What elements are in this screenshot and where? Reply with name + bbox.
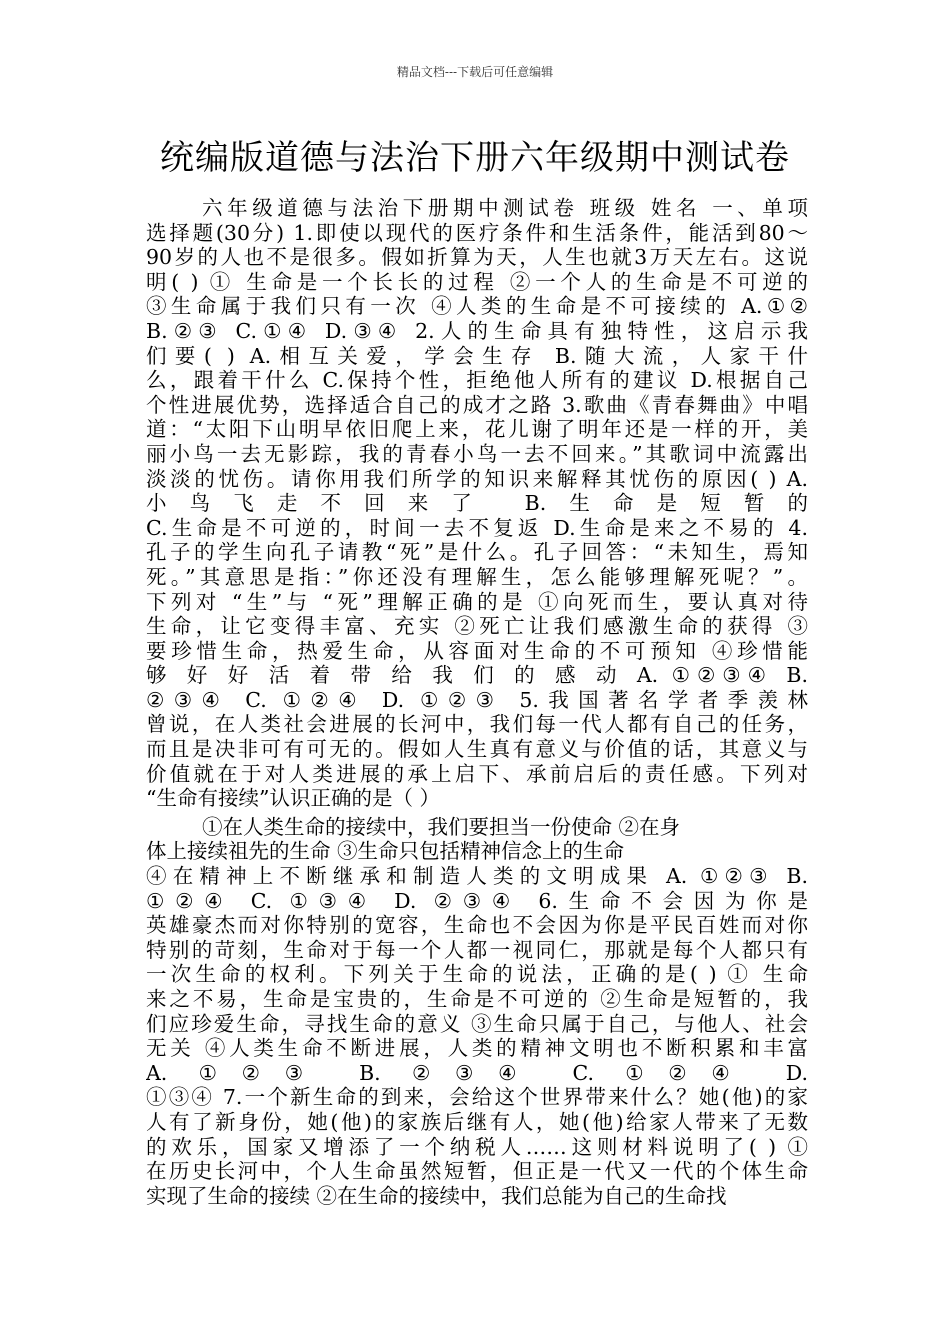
text-line: 曾说，在人类社会进展的长河中，我们每一代人都有自己的任务，: [146, 712, 808, 737]
text-line: “生命有接续”认识正确的是（ ）: [146, 786, 440, 811]
text-line: 死。”其意思是指：”你还没有理解生，怎么能够理解死呢？”。: [146, 564, 808, 589]
text-line: 而且是决非可有可无的。假如人生真有意义与价值的话，其意义与: [146, 737, 808, 762]
text-line: 小鸟飞走不回来了 B.生命是短暂的: [146, 491, 808, 516]
text-line: 英雄豪杰而对你特别的宽容，生命也不会因为你是平民百姓而对你: [146, 913, 808, 938]
text-line: 90岁的人也不是很多。假如折算为天，人生也就3万天左右。这说: [146, 245, 808, 270]
text-line: 个性进展优势，选择适合自己的成才之路 3.歌曲《青春舞曲》中唱: [146, 392, 808, 417]
text-line: 要珍惜生命，热爱生命，从容面对生命的不可预知 ④珍惜能: [146, 638, 808, 663]
text-line: 选择题(30分) 1.即使以现代的医疗条件和生活条件，能活到80～: [146, 220, 808, 245]
text-line: 人有了新身份，她(他)的家族后继有人，她(他)给家人带来了无数: [146, 1109, 808, 1134]
text-line: 体上接续祖先的生命 ③生命只包括精神信念上的生命: [146, 839, 625, 864]
text-line: ①在人类生命的接续中，我们要担当一份使命 ②在身: [202, 814, 681, 839]
text-line: B.②③ C.①④ D.③④ 2.人的生命具有独特性，这启示我: [146, 318, 808, 343]
text-line: 特别的苛刻，生命对于每一个人都一视同仁，那就是每个人都只有: [146, 937, 808, 962]
text-line: 淡淡的忧伤。请你用我们所学的知识来解释其忧伤的原因( ) A.: [146, 466, 808, 491]
text-line: 们应珍爱生命，寻找生命的意义 ③生命只属于自己，与他人、社会: [146, 1011, 808, 1036]
text-line: 无关 ④人类生命不断进展，人类的精神文明也不断积累和丰富: [146, 1036, 808, 1061]
header-note: 精品文档---下载后可任意编辑: [396, 65, 554, 79]
document-title: 统编版道德与法治下册六年级期中测试卷: [160, 138, 790, 178]
text-line: ①③④ 7.一个新生命的到来，会给这个世界带来什么？她(他)的家: [146, 1085, 808, 1110]
text-line: ①②④ C. ①③④ D. ②③④ 6.生命不会因为你是: [146, 888, 808, 913]
text-line: ③生命属于我们只有一次 ④人类的生命是不可接续的 A.①②: [146, 294, 808, 319]
text-line: 生命，让它变得丰富、充实 ②死亡让我们感激生命的获得 ③: [146, 614, 808, 639]
text-line: 道：“太阳下山明早依旧爬上来，花儿谢了明年还是一样的开，美: [146, 417, 808, 442]
text-line: 价值就在于对人类进展的承上启下、承前启后的责任感。下列对: [146, 761, 808, 786]
document-body: [146, 196, 808, 1208]
text-line: 在历史长河中，个人生命虽然短暂，但正是一代又一代的个体生命: [146, 1159, 808, 1184]
text-line: 六年级道德与法治下册期中测试卷 班级 姓名 一、单项: [202, 196, 808, 220]
text-line: A. ①②③ B. ②③④ C. ①②④ D.: [146, 1060, 808, 1085]
text-line: 丽小鸟一去无影踪，我的青春小鸟一去不回来。”其歌词中流露出: [146, 441, 808, 466]
text-line: 一次生命的权利。下列关于生命的说法，正确的是( ) ① 生命: [146, 962, 808, 987]
text-line: ④在精神上不断继承和制造人类的文明成果 A. ①②③ B.: [146, 864, 808, 889]
text-line: 明( ) ① 生命是一个长长的过程 ②一个人的生命是不可逆的: [146, 269, 808, 294]
text-line: 实现了生命的接续 ②在生命的接续中，我们总能为自己的生命找: [146, 1183, 727, 1208]
text-line: C.生命是不可逆的，时间一去不复返 D.生命是来之不易的 4.: [146, 515, 808, 540]
text-line: 的欢乐，国家又增添了一个纳税人……这则材料说明了( ) ①: [146, 1134, 808, 1159]
text-line: 么，跟着干什么 C.保持个性，拒绝他人所有的建议 D.根据自己: [146, 368, 808, 393]
text-line: ②③④ C. ①②④ D. ①②③ 5.我国著名学者季羡林: [146, 687, 808, 712]
text-line: 们要( ) A.相互关爱，学会生存 B.随大流，人家干什: [146, 343, 808, 368]
text-line: 孔子的学生向孔子请教“死”是什么。孔子回答：“未知生，焉知: [146, 540, 808, 565]
text-line: 下列对 “生”与 “死”理解正确的是 ①向死而生，要认真对待: [146, 589, 808, 614]
text-line: 来之不易，生命是宝贵的，生命是不可逆的 ②生命是短暂的，我: [146, 987, 808, 1011]
text-line: 够 好 好 活 着 带 给 我 们 的 感 动 A. ①②③④ B.: [146, 663, 808, 688]
